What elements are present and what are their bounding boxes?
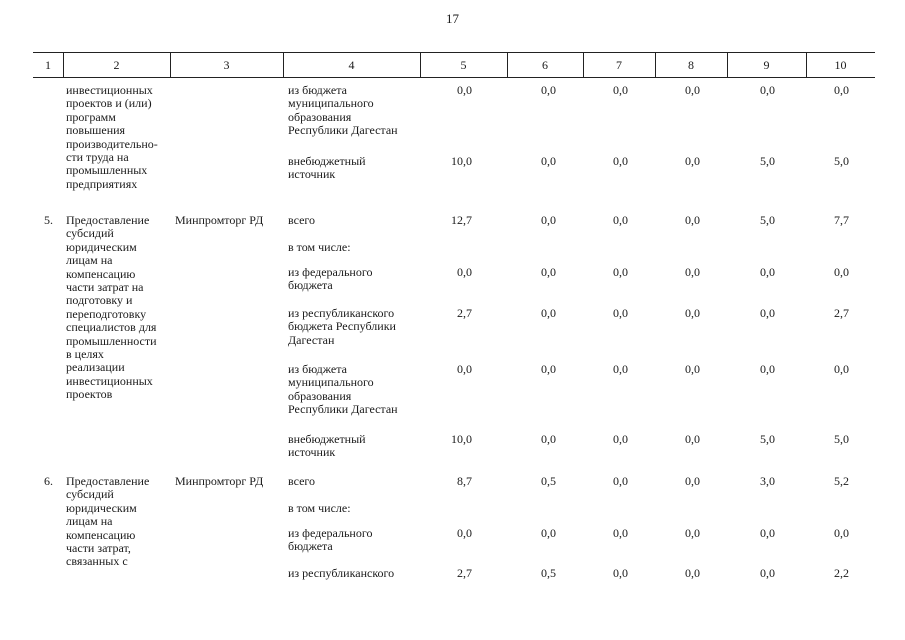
- value-total: 12,7: [451, 213, 472, 227]
- executor: Минпромторг РД: [175, 213, 264, 227]
- value-year: 0,0: [613, 154, 628, 168]
- value-year: 5,0: [760, 213, 775, 227]
- value-year: 0,0: [685, 474, 700, 488]
- value-year: 0,0: [541, 265, 556, 279]
- executor: Минпромторг РД: [175, 474, 264, 488]
- funding-source: из бюджета муниципального образования Республики Дагестан: [288, 83, 398, 138]
- funding-source: из республиканского: [288, 566, 395, 580]
- value-year: 0,0: [613, 306, 628, 320]
- value-year: 0,0: [613, 83, 628, 97]
- header-cell-1: 1: [45, 58, 51, 72]
- value-year: 0,0: [685, 154, 700, 168]
- measure-name-continued: инвестиционных проектов и (или) программ повышения производительно- сти труда на промышленных предприятиях: [66, 83, 158, 191]
- page-number: 17: [446, 11, 459, 26]
- value-year: 2,7: [834, 306, 849, 320]
- value-year: 0,0: [685, 265, 700, 279]
- value-total: 0,0: [457, 83, 472, 97]
- funding-source: всего: [288, 213, 316, 227]
- value-year: 0,0: [685, 432, 700, 446]
- value-year: 0,0: [613, 265, 628, 279]
- value-total: 10,0: [451, 154, 472, 168]
- item-number: 5.: [44, 213, 53, 227]
- value-total: 8,7: [457, 474, 472, 488]
- value-total: 2,7: [457, 566, 472, 580]
- funding-source: из федерального бюджета: [288, 265, 373, 293]
- value-year: 0,0: [613, 432, 628, 446]
- value-year: 0,0: [760, 83, 775, 97]
- value-total: 0,0: [457, 526, 472, 540]
- header-cell-9: 9: [763, 58, 770, 72]
- measure-name: Предоставление субсидий юридическим лицам на компенсацию части затрат, связанных с: [66, 474, 150, 569]
- value-year: 5,0: [834, 432, 849, 446]
- value-total: 0,0: [457, 265, 472, 279]
- value-year: 3,0: [760, 474, 775, 488]
- value-year: 0,0: [613, 566, 628, 580]
- value-year: 0,0: [685, 566, 700, 580]
- value-year: 0,5: [541, 474, 556, 488]
- value-year: 5,0: [760, 432, 775, 446]
- header-cell-3: 3: [223, 58, 230, 72]
- value-year: 0,0: [760, 306, 775, 320]
- value-total: 10,0: [451, 432, 472, 446]
- value-total: 0,0: [457, 362, 472, 376]
- header-cell-5: 5: [460, 58, 467, 72]
- value-year: 0,0: [613, 213, 628, 227]
- item-number: 6.: [44, 474, 53, 488]
- value-year: 0,0: [834, 362, 849, 376]
- value-year: 5,0: [834, 154, 849, 168]
- value-year: 0,5: [541, 566, 556, 580]
- value-year: 0,0: [541, 432, 556, 446]
- funding-source: из бюджета муниципального образования Республики Дагестан: [288, 362, 398, 417]
- value-year: 0,0: [685, 526, 700, 540]
- header-cell-2: 2: [113, 58, 120, 72]
- value-year: 2,2: [834, 566, 849, 580]
- value-year: 5,0: [760, 154, 775, 168]
- value-year: 0,0: [613, 362, 628, 376]
- value-year: 0,0: [760, 265, 775, 279]
- funding-source: внебюджетный источник: [288, 154, 366, 182]
- funding-source: в том числе:: [288, 240, 351, 254]
- value-year: 0,0: [834, 83, 849, 97]
- header-cell-7: 7: [616, 58, 622, 72]
- table-header: [33, 52, 875, 78]
- value-year: 5,2: [834, 474, 849, 488]
- header-cell-8: 8: [688, 58, 694, 72]
- value-year: 7,7: [834, 213, 849, 227]
- funding-source: внебюджетный источник: [288, 432, 366, 460]
- value-year: 0,0: [834, 265, 849, 279]
- value-year: 0,0: [613, 474, 628, 488]
- value-total: 2,7: [457, 306, 472, 320]
- value-year: 0,0: [760, 526, 775, 540]
- value-year: 0,0: [541, 306, 556, 320]
- value-year: 0,0: [541, 154, 556, 168]
- funding-source: в том числе:: [288, 501, 351, 515]
- measure-name: Предоставление субсидий юридическим лицам на компенсацию части затрат на подготовку и переподготовку специалистов для промышленности в целях реализации инвестиционных проектов: [66, 213, 157, 402]
- value-year: 0,0: [685, 213, 700, 227]
- value-year: 0,0: [834, 526, 849, 540]
- header-cell-4: 4: [348, 58, 355, 72]
- value-year: 0,0: [613, 526, 628, 540]
- funding-source: из федерального бюджета: [288, 526, 373, 554]
- value-year: 0,0: [685, 306, 700, 320]
- value-year: 0,0: [541, 362, 556, 376]
- header-cell-6: 6: [542, 58, 548, 72]
- value-year: 0,0: [541, 83, 556, 97]
- funding-source: всего: [288, 474, 316, 488]
- header-cell-10: 10: [834, 58, 847, 72]
- value-year: 0,0: [685, 362, 700, 376]
- value-year: 0,0: [685, 83, 700, 97]
- value-year: 0,0: [760, 566, 775, 580]
- funding-source: из республиканского бюджета Республики Дагестан: [288, 306, 396, 347]
- value-year: 0,0: [541, 526, 556, 540]
- value-year: 0,0: [760, 362, 775, 376]
- value-year: 0,0: [541, 213, 556, 227]
